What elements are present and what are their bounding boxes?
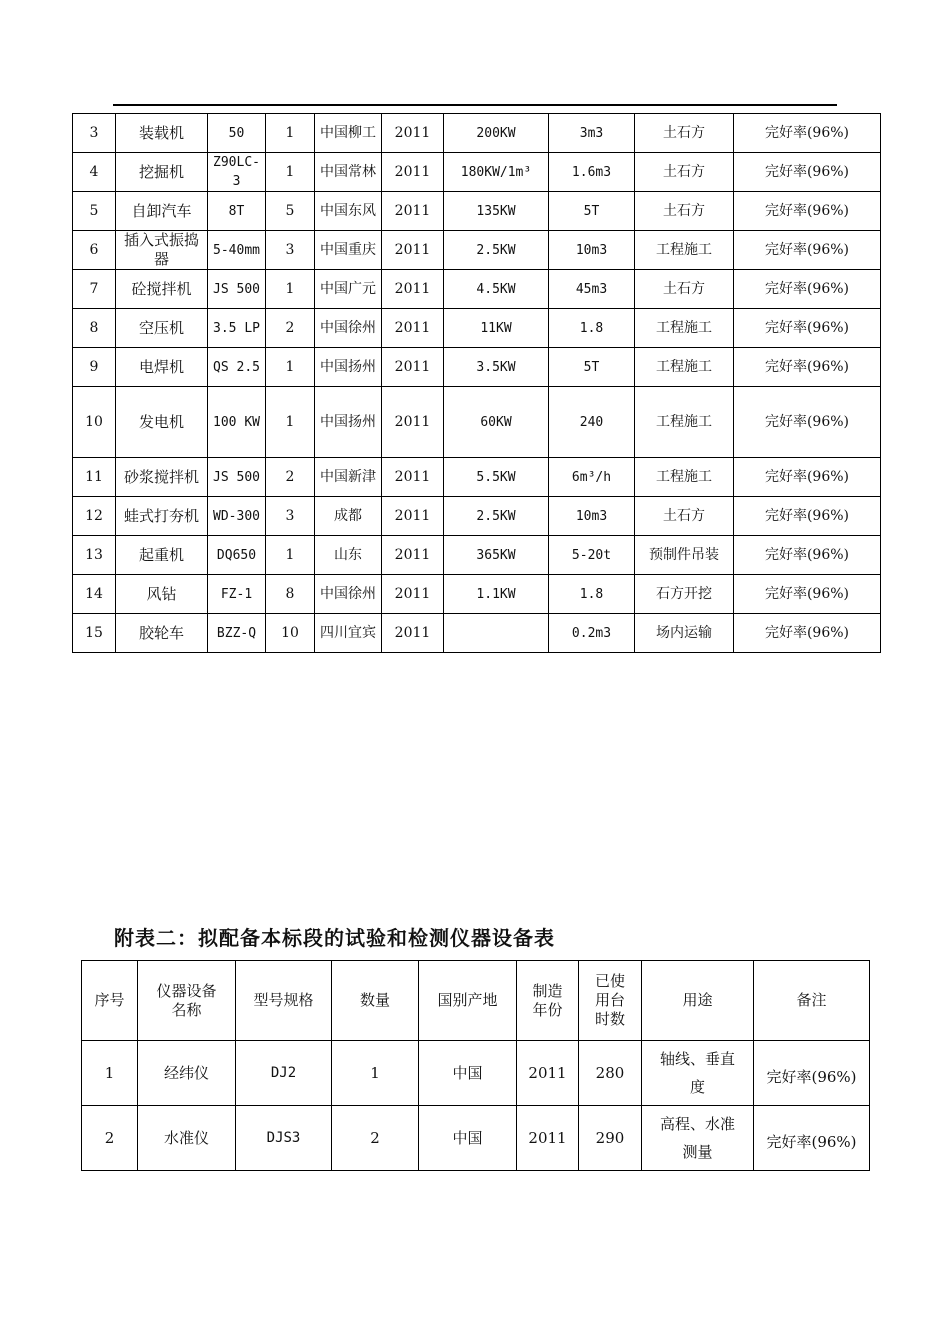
equipment-name: 自卸汽车 bbox=[116, 192, 208, 231]
instrument-name: 经纬仪 bbox=[138, 1041, 236, 1106]
header-origin: 国别产地 bbox=[419, 961, 517, 1041]
header-qty: 数量 bbox=[332, 961, 419, 1041]
quantity: 10 bbox=[266, 614, 315, 653]
equipment-name: 发电机 bbox=[116, 387, 208, 458]
instrument-name: 水准仪 bbox=[138, 1106, 236, 1171]
capacity: 5T bbox=[549, 192, 635, 231]
origin: 中国 bbox=[419, 1041, 517, 1106]
manufacture-year: 2011 bbox=[382, 270, 444, 309]
manufacture-year: 2011 bbox=[382, 387, 444, 458]
capacity: 5T bbox=[549, 348, 635, 387]
table-row bbox=[73, 192, 881, 231]
rated-power: 4.5KW bbox=[444, 270, 549, 309]
header-name: 仪器设备名称 bbox=[138, 961, 236, 1041]
used-hours: 280 bbox=[579, 1041, 642, 1106]
quantity: 5 bbox=[266, 192, 315, 231]
origin: 中国扬州 bbox=[315, 348, 382, 387]
equipment-name: 风钻 bbox=[116, 575, 208, 614]
row-no: 9 bbox=[73, 348, 116, 387]
capacity: 5-20t bbox=[549, 536, 635, 575]
usage: 石方开挖 bbox=[635, 575, 734, 614]
usage: 土石方 bbox=[635, 192, 734, 231]
equipment-name: 挖掘机 bbox=[116, 153, 208, 192]
equipment-name: 空压机 bbox=[116, 309, 208, 348]
origin: 中国徐州 bbox=[315, 575, 382, 614]
capacity: 10m3 bbox=[549, 231, 635, 270]
table-row bbox=[82, 1106, 870, 1171]
usage: 工程施工 bbox=[635, 387, 734, 458]
table-row bbox=[73, 309, 881, 348]
model-spec: 50 bbox=[208, 114, 266, 153]
table-row bbox=[73, 458, 881, 497]
rated-power: 180KW/1m³ bbox=[444, 153, 549, 192]
status: 完好率(96%) bbox=[734, 497, 881, 536]
row-no: 4 bbox=[73, 153, 116, 192]
capacity: 1.8 bbox=[549, 575, 635, 614]
header-year: 制造年份 bbox=[517, 961, 579, 1041]
status: 完好率(96%) bbox=[734, 192, 881, 231]
row-no: 10 bbox=[73, 387, 116, 458]
row-no: 2 bbox=[82, 1106, 138, 1171]
equipment-name: 砼搅拌机 bbox=[116, 270, 208, 309]
row-no: 6 bbox=[73, 231, 116, 270]
rated-power: 5.5KW bbox=[444, 458, 549, 497]
origin: 中国新津 bbox=[315, 458, 382, 497]
row-no: 1 bbox=[82, 1041, 138, 1106]
table-row bbox=[73, 575, 881, 614]
section-title: 附表二：拟配备本标段的试验和检测仪器设备表 bbox=[114, 926, 555, 950]
quantity: 8 bbox=[266, 575, 315, 614]
header-model: 型号规格 bbox=[236, 961, 332, 1041]
instrument-header-row bbox=[82, 961, 870, 1041]
model-spec: BZZ-Q bbox=[208, 614, 266, 653]
model-spec: WD-300 bbox=[208, 497, 266, 536]
table-row bbox=[73, 270, 881, 309]
row-no: 5 bbox=[73, 192, 116, 231]
table-row bbox=[73, 536, 881, 575]
rated-power: 2.5KW bbox=[444, 497, 549, 536]
usage: 土石方 bbox=[635, 153, 734, 192]
usage: 土石方 bbox=[635, 497, 734, 536]
rated-power: 1.1KW bbox=[444, 575, 549, 614]
manufacture-year: 2011 bbox=[382, 458, 444, 497]
rated-power: 365KW bbox=[444, 536, 549, 575]
row-no: 3 bbox=[73, 114, 116, 153]
status: 完好率(96%) bbox=[734, 114, 881, 153]
row-no: 11 bbox=[73, 458, 116, 497]
status: 完好率(96%) bbox=[734, 270, 881, 309]
quantity: 1 bbox=[266, 114, 315, 153]
quantity: 1 bbox=[266, 270, 315, 309]
model-spec: Z90LC-3 bbox=[208, 153, 266, 192]
note: 完好率(96%) bbox=[754, 1041, 870, 1106]
model-spec: FZ-1 bbox=[208, 575, 266, 614]
header-note: 备注 bbox=[754, 961, 870, 1041]
quantity: 1 bbox=[332, 1041, 419, 1106]
equipment-name: 砂浆搅拌机 bbox=[116, 458, 208, 497]
capacity: 0.2m3 bbox=[549, 614, 635, 653]
quantity: 1 bbox=[266, 536, 315, 575]
status: 完好率(96%) bbox=[734, 614, 881, 653]
usage: 工程施工 bbox=[635, 348, 734, 387]
header-hours: 已使用台时数 bbox=[579, 961, 642, 1041]
manufacture-year: 2011 bbox=[517, 1106, 579, 1171]
table-row bbox=[73, 231, 881, 270]
model-spec: JS 500 bbox=[208, 458, 266, 497]
used-hours: 290 bbox=[579, 1106, 642, 1171]
quantity: 2 bbox=[266, 309, 315, 348]
usage: 土石方 bbox=[635, 114, 734, 153]
note: 完好率(96%) bbox=[754, 1106, 870, 1171]
header-no: 序号 bbox=[82, 961, 138, 1041]
origin: 中国柳工 bbox=[315, 114, 382, 153]
instrument-table-body bbox=[82, 1041, 870, 1171]
rated-power: 200KW bbox=[444, 114, 549, 153]
row-no: 7 bbox=[73, 270, 116, 309]
manufacture-year: 2011 bbox=[382, 614, 444, 653]
model-spec: DQ650 bbox=[208, 536, 266, 575]
row-no: 15 bbox=[73, 614, 116, 653]
origin: 中国徐州 bbox=[315, 309, 382, 348]
origin: 成都 bbox=[315, 497, 382, 536]
quantity: 3 bbox=[266, 497, 315, 536]
usage: 轴线、垂直度 bbox=[642, 1041, 754, 1106]
capacity: 240 bbox=[549, 387, 635, 458]
manufacture-year: 2011 bbox=[382, 348, 444, 387]
origin: 中国常林 bbox=[315, 153, 382, 192]
capacity: 45m3 bbox=[549, 270, 635, 309]
table-row bbox=[73, 387, 881, 458]
quantity: 1 bbox=[266, 153, 315, 192]
usage: 工程施工 bbox=[635, 309, 734, 348]
manufacture-year: 2011 bbox=[382, 192, 444, 231]
model-spec: QS 2.5 bbox=[208, 348, 266, 387]
capacity: 1.6m3 bbox=[549, 153, 635, 192]
status: 完好率(96%) bbox=[734, 309, 881, 348]
rated-power bbox=[444, 614, 549, 653]
manufacture-year: 2011 bbox=[382, 497, 444, 536]
equipment-name: 装载机 bbox=[116, 114, 208, 153]
model-spec: JS 500 bbox=[208, 270, 266, 309]
origin: 中国 bbox=[419, 1106, 517, 1171]
manufacture-year: 2011 bbox=[382, 153, 444, 192]
equipment-name: 电焊机 bbox=[116, 348, 208, 387]
model-spec: 5-40mm bbox=[208, 231, 266, 270]
status: 完好率(96%) bbox=[734, 458, 881, 497]
origin: 山东 bbox=[315, 536, 382, 575]
row-no: 14 bbox=[73, 575, 116, 614]
row-no: 13 bbox=[73, 536, 116, 575]
table-row bbox=[73, 153, 881, 192]
manufacture-year: 2011 bbox=[382, 309, 444, 348]
table-row bbox=[73, 348, 881, 387]
status: 完好率(96%) bbox=[734, 536, 881, 575]
manufacture-year: 2011 bbox=[382, 231, 444, 270]
origin: 中国扬州 bbox=[315, 387, 382, 458]
rated-power: 11KW bbox=[444, 309, 549, 348]
model-spec: 8T bbox=[208, 192, 266, 231]
capacity: 10m3 bbox=[549, 497, 635, 536]
equipment-name: 蛙式打夯机 bbox=[116, 497, 208, 536]
manufacture-year: 2011 bbox=[517, 1041, 579, 1106]
capacity: 1.8 bbox=[549, 309, 635, 348]
status: 完好率(96%) bbox=[734, 387, 881, 458]
table-row bbox=[73, 614, 881, 653]
usage: 工程施工 bbox=[635, 458, 734, 497]
status: 完好率(96%) bbox=[734, 348, 881, 387]
usage: 高程、水准测量 bbox=[642, 1106, 754, 1171]
equipment-name: 插入式振捣器 bbox=[116, 231, 208, 270]
quantity: 2 bbox=[266, 458, 315, 497]
manufacture-year: 2011 bbox=[382, 575, 444, 614]
instrument-table bbox=[81, 960, 870, 1171]
equipment-table-body bbox=[73, 114, 881, 653]
model-spec: 100 KW bbox=[208, 387, 266, 458]
rated-power: 135KW bbox=[444, 192, 549, 231]
quantity: 2 bbox=[332, 1106, 419, 1171]
table-row bbox=[73, 497, 881, 536]
equipment-name: 起重机 bbox=[116, 536, 208, 575]
origin: 中国重庆 bbox=[315, 231, 382, 270]
model-spec: 3.5 LP bbox=[208, 309, 266, 348]
origin: 四川宜宾 bbox=[315, 614, 382, 653]
usage: 预制件吊装 bbox=[635, 536, 734, 575]
status: 完好率(96%) bbox=[734, 153, 881, 192]
header-use: 用途 bbox=[642, 961, 754, 1041]
rated-power: 60KW bbox=[444, 387, 549, 458]
equipment-name: 胶轮车 bbox=[116, 614, 208, 653]
table-row bbox=[82, 1041, 870, 1106]
header-rule bbox=[113, 104, 837, 106]
capacity: 3m3 bbox=[549, 114, 635, 153]
model-spec: DJ2 bbox=[236, 1041, 332, 1106]
row-no: 12 bbox=[73, 497, 116, 536]
usage: 工程施工 bbox=[635, 231, 734, 270]
quantity: 1 bbox=[266, 348, 315, 387]
row-no: 8 bbox=[73, 309, 116, 348]
model-spec: DJS3 bbox=[236, 1106, 332, 1171]
capacity: 6m³/h bbox=[549, 458, 635, 497]
quantity: 1 bbox=[266, 387, 315, 458]
origin: 中国东风 bbox=[315, 192, 382, 231]
rated-power: 3.5KW bbox=[444, 348, 549, 387]
status: 完好率(96%) bbox=[734, 231, 881, 270]
table-row bbox=[73, 114, 881, 153]
usage: 土石方 bbox=[635, 270, 734, 309]
rated-power: 2.5KW bbox=[444, 231, 549, 270]
manufacture-year: 2011 bbox=[382, 114, 444, 153]
manufacture-year: 2011 bbox=[382, 536, 444, 575]
status: 完好率(96%) bbox=[734, 575, 881, 614]
quantity: 3 bbox=[266, 231, 315, 270]
origin: 中国广元 bbox=[315, 270, 382, 309]
equipment-table bbox=[72, 113, 881, 653]
usage: 场内运输 bbox=[635, 614, 734, 653]
